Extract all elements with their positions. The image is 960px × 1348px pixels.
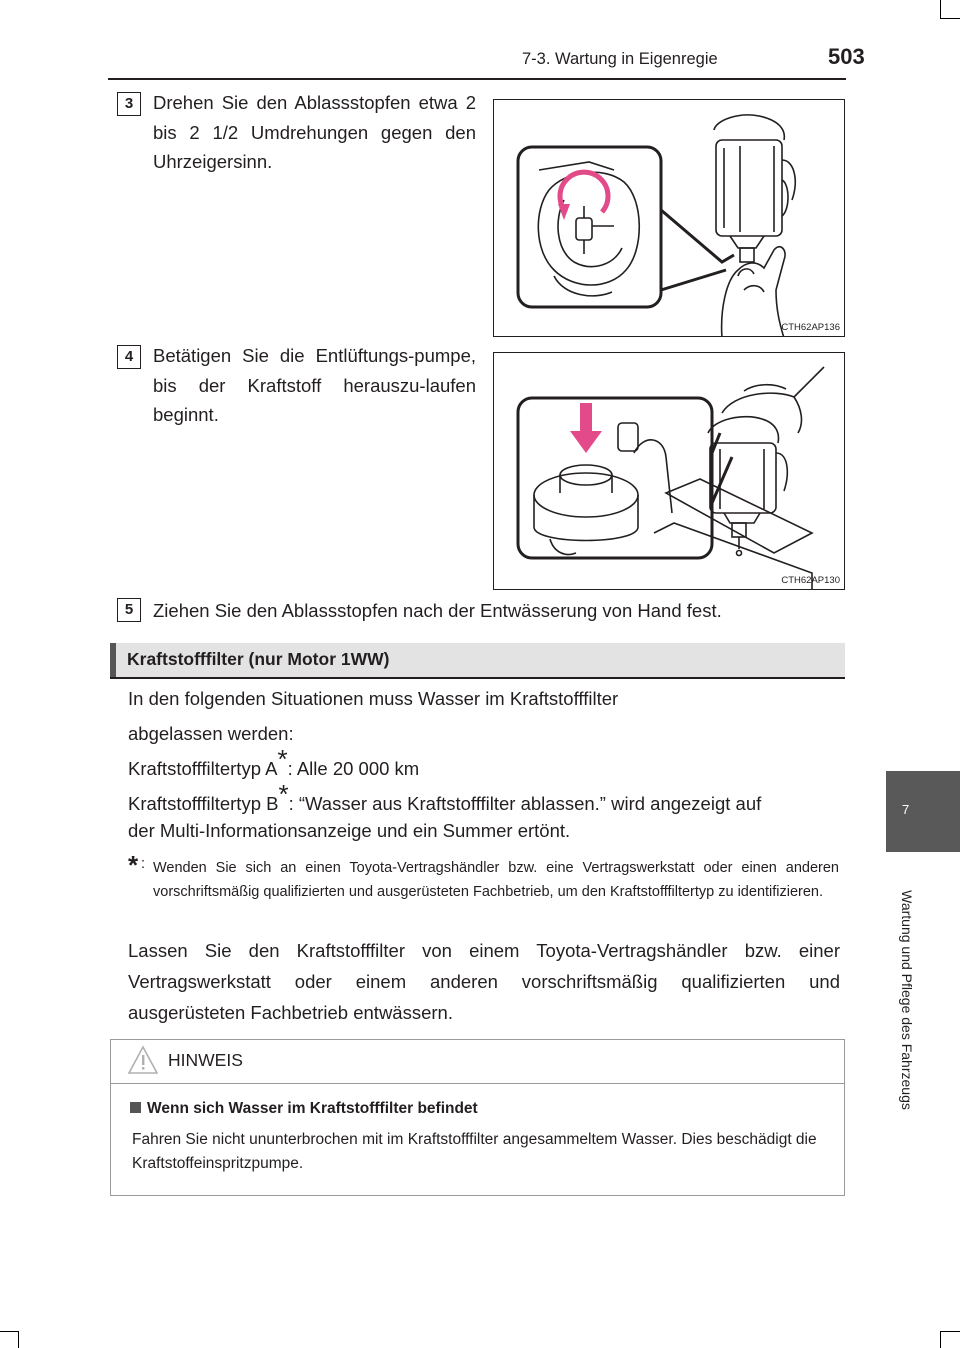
notice-header bbox=[111, 1040, 844, 1084]
figure-code: CTH62AP136 bbox=[781, 322, 840, 333]
bullet-square-icon bbox=[130, 1102, 141, 1113]
section-heading-accent bbox=[110, 643, 116, 677]
running-header-section: 7-3. Wartung in Eigenregie bbox=[522, 50, 718, 68]
step-number: 5 bbox=[117, 598, 141, 622]
filter-type-b-line2: der Multi-Informationsanzeige und ein Summer ertönt. bbox=[128, 820, 571, 841]
illustration-priming-pump bbox=[494, 353, 845, 590]
service-paragraph: Lassen Sie den Kraftstofffilter von einem Toyota-Vertragshändler bzw. einer Vertragswerkstatt oder einem anderen vorschriftsmäßig qualifizierten und ausgerüsteten Fachbetrieb entwässern. bbox=[128, 940, 840, 1023]
footnote-text: Wenden Sie sich an einen Toyota-Vertragshändler bzw. eine Vertragswerkstatt oder einen anderen vorschriftsmäßig qualifizierten und ausgerüsteten Fachbetrieb, um den Kraftstofffiltertyp zu identifizieren. bbox=[153, 860, 839, 900]
asterisk: * bbox=[277, 743, 288, 774]
filter-type-b-label: Kraftstofffiltertyp B bbox=[128, 793, 279, 814]
section-title: Kraftstofffilter (nur Motor 1WW) bbox=[127, 649, 390, 669]
filter-type-a bbox=[128, 743, 420, 787]
figure-priming-pump bbox=[493, 352, 845, 590]
figure-code: CTH62AP130 bbox=[781, 575, 840, 586]
crop-mark bbox=[18, 1331, 19, 1348]
step-text: Betätigen Sie die Entlüftungs-pumpe, bis der Kraftstoff herauszu-laufen beginnt. bbox=[153, 345, 476, 425]
illustration-drain-plug bbox=[494, 100, 845, 337]
page-number: 503 bbox=[828, 44, 865, 69]
section-heading bbox=[110, 643, 845, 679]
warning-triangle-icon bbox=[128, 1045, 158, 1075]
notice-subtitle bbox=[130, 1100, 478, 1118]
chapter-tab bbox=[886, 771, 960, 852]
notice-box bbox=[110, 1039, 845, 1196]
step-text: Ziehen Sie den Ablassstopfen nach der Entwässerung von Hand fest. bbox=[153, 600, 722, 621]
crop-mark bbox=[940, 1331, 941, 1348]
intro-line: In den folgenden Situationen muss Wasser im Kraftstofffilter bbox=[128, 688, 619, 709]
header-rule bbox=[108, 78, 846, 80]
step-number: 4 bbox=[117, 345, 141, 369]
figure-drain-plug bbox=[493, 99, 845, 337]
step-text: Drehen Sie den Ablassstopfen etwa 2 bis 2 1/2 Umdrehungen gegen den Uhrzeigersinn. bbox=[153, 92, 476, 172]
crop-mark bbox=[940, 0, 941, 18]
footnote-asterisk: * bbox=[128, 850, 139, 880]
notice-body: Fahren Sie nicht ununterbrochen mit im Kraftstofffilter angesammeltem Wasser. Dies beschädigt die Kraftstoffeinspritzpumpe. bbox=[132, 1131, 817, 1172]
chapter-number: 7 bbox=[902, 802, 910, 817]
chapter-side-label bbox=[898, 856, 916, 1144]
crop-mark bbox=[940, 18, 960, 19]
filter-type-b-condition: : “Wasser aus Kraftstofffilter ablassen.” wird angezeigt auf bbox=[288, 793, 762, 814]
footnote-colon: : bbox=[141, 856, 146, 872]
crop-mark bbox=[940, 1331, 960, 1332]
asterisk: * bbox=[278, 778, 289, 809]
filter-type-a-label: Kraftstofffiltertyp A bbox=[128, 758, 278, 779]
crop-mark bbox=[0, 1331, 18, 1332]
notice-title: HINWEIS bbox=[168, 1050, 243, 1070]
filter-type-a-interval: : Alle 20 000 km bbox=[287, 758, 420, 779]
notice-subtitle-text: Wenn sich Wasser im Kraftstofffilter befindet bbox=[147, 1100, 478, 1117]
step-number: 3 bbox=[117, 92, 141, 116]
intro-line: abgelassen werden: bbox=[128, 723, 294, 744]
chapter-title: Wartung und Pflege des Fahrzeugs bbox=[899, 890, 915, 1110]
